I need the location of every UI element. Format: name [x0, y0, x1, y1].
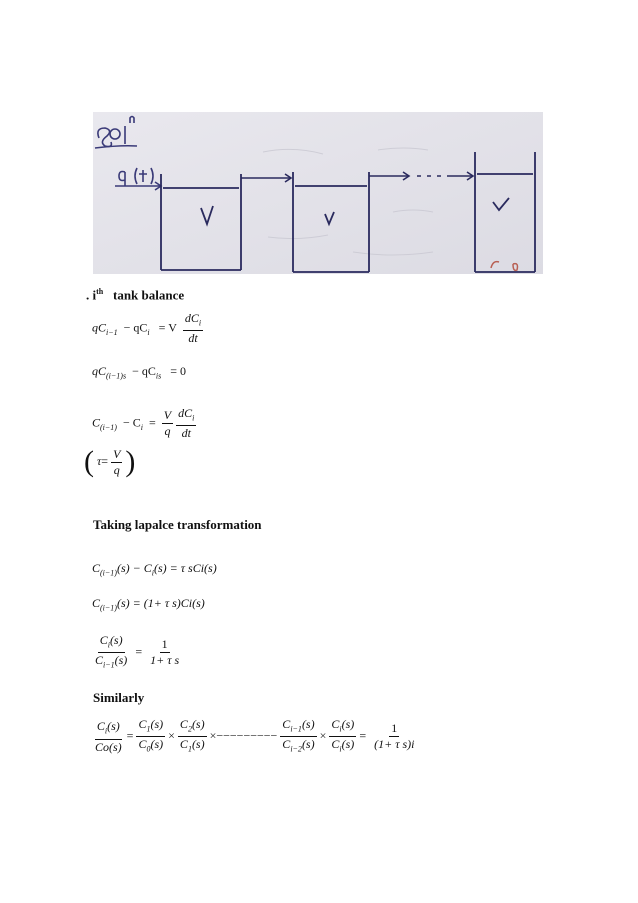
eq8-f4-num-tail: (s)	[301, 717, 315, 731]
eq8-f5-num-tail: (s)	[341, 717, 355, 731]
eq6-sub-a: (i−1)	[100, 603, 117, 613]
eq8-f2-den: C	[138, 737, 147, 752]
heading-tank-balance	[86, 287, 184, 303]
eq8-f4-num: C	[282, 717, 291, 731]
eq3-lhs: C	[92, 415, 101, 430]
eq5-c: (s) = τ sCi(s)	[153, 561, 217, 575]
eq3-equals: =	[148, 415, 156, 430]
eq2-lhs: qC	[92, 364, 107, 378]
eq4-fraction	[111, 448, 122, 477]
eq1-sub-b: i	[147, 327, 150, 337]
eq4-den: q	[113, 462, 120, 477]
heading-rest: tank balance	[113, 287, 185, 303]
eq8-f2-den-tail: (s)	[150, 737, 164, 752]
eq1-equals: = V	[158, 320, 177, 335]
eq8-f3-num-sub: 2	[187, 724, 192, 734]
eq3-f2-num: dC	[178, 406, 193, 420]
eq1-denominator: dt	[188, 331, 198, 346]
eq8-f3-den-tail: (s)	[191, 737, 205, 752]
equation-mass-balance	[92, 312, 206, 345]
eq7-fraction-left	[93, 634, 129, 672]
eq8-f1-num-sub: i	[104, 726, 108, 736]
eq7-den-sub: i−1	[103, 660, 115, 670]
equation-steady-state	[92, 364, 186, 380]
eq3-fraction-1	[162, 409, 173, 438]
eq2-minus: − qC	[132, 364, 156, 378]
eq1-lhs: qC	[92, 320, 107, 335]
eq8-f2-den-sub: 0	[146, 744, 151, 754]
eq4-num: V	[113, 446, 121, 461]
heading-similarly: Similarly	[93, 690, 145, 705]
eq7-num: C	[99, 633, 108, 647]
eq8-f1-num: C	[96, 719, 105, 734]
equation-laplace-1	[92, 561, 217, 577]
left-paren: (	[84, 445, 94, 478]
eq6-a: C	[92, 596, 101, 610]
eq1-fraction	[183, 312, 203, 345]
eq3-f1-num: V	[163, 408, 172, 423]
eq3-fraction-2	[176, 407, 196, 440]
heading-prefix: . i	[86, 287, 97, 303]
eq8-f5-num: C	[331, 717, 340, 731]
eq5-sub-a: (i−1)	[100, 568, 117, 578]
eq8-f4-den-tail: (s)	[301, 737, 315, 752]
eq1-numerator-sub: i	[198, 318, 202, 328]
eq2-sub-a: (i−1)s	[106, 371, 127, 381]
eq8-times-2: ×	[319, 728, 327, 743]
equation-laplace-2	[92, 596, 205, 612]
eq7-fraction-right	[148, 638, 181, 667]
eq8-f3-den-sub: 1	[187, 744, 192, 754]
equation-tau-definition	[84, 447, 135, 477]
eq5-a: C	[92, 561, 101, 575]
eq8-f1-num-tail: (s)	[107, 719, 120, 734]
eq8-f2-num: C	[138, 717, 147, 731]
eq8-times-1: ×	[168, 728, 175, 743]
eq8-f4	[280, 718, 316, 756]
eq8-r-den: (1+ τ s)i	[374, 737, 415, 752]
eq8-result	[372, 722, 416, 751]
eq7-r-den: 1+ τ s	[150, 653, 180, 668]
eq3-sub-b: i	[140, 422, 143, 432]
eq8-f3-den: C	[179, 737, 188, 752]
eq8-r-num: 1	[391, 721, 398, 736]
eq3-minus: − C	[122, 415, 141, 430]
eq1-sub-a: i−1	[106, 327, 118, 337]
eq7-r-num: 1	[161, 637, 168, 652]
eq1-numerator: dC	[184, 311, 199, 325]
equation-deviation	[92, 407, 199, 440]
eq8-f4-den-sub: i−2	[290, 744, 302, 754]
eq8-f2-num-sub: 1	[146, 724, 151, 734]
eq8-f2-num-tail: (s)	[150, 717, 164, 731]
eq8-f5-den: C	[331, 737, 340, 752]
eq8-f1-den: Co(s)	[95, 739, 122, 754]
eq7-den: C	[95, 653, 104, 668]
eq2-equals: = 0	[170, 364, 186, 378]
heading-laplace: Taking lapalce transformation	[93, 517, 262, 532]
eq8-f4-den: C	[282, 737, 291, 752]
eq8-equals-2: =	[359, 728, 367, 743]
eq3-f1-den: q	[164, 424, 171, 439]
eq8-f5	[329, 718, 356, 756]
eq8-f4-num-sub: i−1	[290, 724, 302, 734]
eq8-equals-1: =	[126, 728, 134, 743]
eq8-f5-den-tail: (s)	[341, 737, 355, 752]
equation-transfer-function	[90, 634, 184, 672]
eq5-b: (s) − C	[116, 561, 152, 575]
eq3-sub-a: (i−1)	[100, 422, 117, 432]
eq7-equals: =	[135, 644, 143, 659]
eq5-sub-b: i	[151, 568, 154, 578]
eq8-f1	[93, 720, 124, 753]
eq6-b: (s) = (1+ τ s)Ci(s)	[116, 596, 205, 610]
tank-sketch-photo	[93, 112, 543, 274]
eq1-minus: − qC	[123, 320, 148, 335]
eq8-dashes: ×−−−−−−−−−	[209, 728, 278, 743]
eq3-f2-num-sub: i	[192, 413, 195, 423]
eq3-f2-den: dt	[181, 426, 191, 441]
eq4-equals: =	[101, 453, 109, 468]
eq2-sub-b: is	[155, 371, 162, 381]
equation-chain-product	[90, 718, 419, 756]
eq8-f2	[136, 718, 165, 756]
eq7-num-sub: i	[107, 640, 110, 650]
eq8-f3-num: C	[179, 717, 188, 731]
eq4-tau: τ	[97, 453, 102, 468]
eq8-f5-num-sub: i	[339, 724, 342, 734]
heading-superscript: th	[96, 287, 104, 296]
eq7-num-tail: (s)	[109, 633, 123, 647]
eq8-f3	[178, 718, 207, 756]
right-paren: )	[125, 445, 136, 478]
eq8-f5-den-sub: i	[339, 744, 342, 754]
eq7-den-tail: (s)	[114, 653, 128, 668]
eq8-f3-num-tail: (s)	[191, 717, 205, 731]
